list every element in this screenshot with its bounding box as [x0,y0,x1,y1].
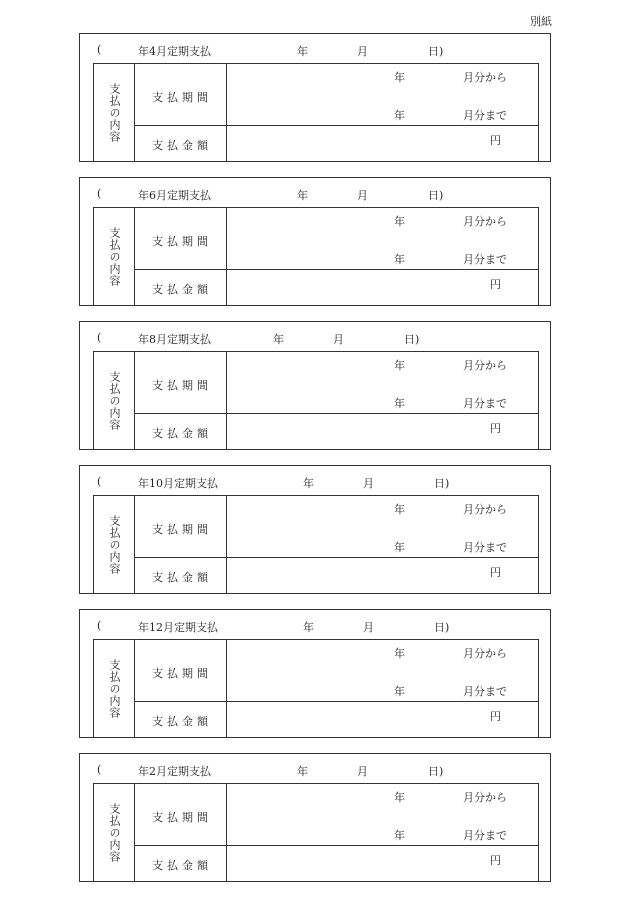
header-day: 日) [428,45,444,58]
period-label: 支払期間 [152,523,212,536]
row-divider [135,557,538,558]
payment-title: 年10月定期支払 [138,477,218,490]
to-year-field[interactable]: 年 [394,685,405,698]
payment-title: 年12月定期支払 [138,621,218,634]
payment-title: 年8月定期支払 [138,333,211,346]
header-year: 年 [297,189,308,202]
payment-block [79,753,551,882]
to-year-field[interactable]: 年 [394,541,405,554]
from-month-field[interactable]: 月分から [463,215,507,228]
detail-table [93,207,539,306]
from-year-field[interactable]: 年 [394,71,405,84]
payment-block [79,609,551,738]
to-year-field[interactable]: 年 [394,109,405,122]
block-header [80,754,550,784]
payment-title: 年6月定期支払 [138,189,211,202]
to-month-field[interactable]: 月分まで [463,253,507,266]
paren-open: ( [97,43,102,56]
to-year-field[interactable]: 年 [394,253,405,266]
header-day: 日) [434,477,450,490]
vertical-label: 支払の内容 [108,83,121,143]
header-month: 月 [357,765,368,778]
period-label: 支払期間 [152,379,212,392]
payment-title: 年2月定期支払 [138,765,211,778]
header-day: 日) [434,621,450,634]
header-month: 月 [357,45,368,58]
header-month: 月 [363,477,374,490]
paren-open: ( [97,187,102,200]
to-month-field[interactable]: 月分まで [463,541,507,554]
from-year-field[interactable]: 年 [394,791,405,804]
row-divider [135,413,538,414]
header-year: 年 [303,621,314,634]
row-divider [135,125,538,126]
row-divider [135,701,538,702]
from-month-field[interactable]: 月分から [463,647,507,660]
from-year-field[interactable]: 年 [394,647,405,660]
from-month-field[interactable]: 月分から [463,71,507,84]
amount-yen-field[interactable]: 円 [490,134,501,147]
from-year-field[interactable]: 年 [394,215,405,228]
amount-label: 支払金額 [152,427,212,440]
from-year-field[interactable]: 年 [394,503,405,516]
vertical-label: 支払の内容 [108,659,121,719]
page-label: 別紙 [530,15,552,28]
payment-block [79,177,551,306]
block-header [80,34,550,64]
amount-yen-field[interactable]: 円 [490,422,501,435]
row-divider [135,269,538,270]
amount-yen-field[interactable]: 円 [490,710,501,723]
header-year: 年 [297,45,308,58]
header-month: 月 [363,621,374,634]
vertical-label-cell [94,208,135,306]
header-day: 日) [428,189,444,202]
to-year-field[interactable]: 年 [394,829,405,842]
amount-label: 支払金額 [152,571,212,584]
from-month-field[interactable]: 月分から [463,503,507,516]
from-month-field[interactable]: 月分から [463,359,507,372]
to-month-field[interactable]: 月分まで [463,685,507,698]
block-header [80,322,550,352]
amount-label: 支払金額 [152,715,212,728]
vertical-label-cell [94,784,135,882]
amount-yen-field[interactable]: 円 [490,278,501,291]
vertical-label: 支払の内容 [108,803,121,863]
payment-title: 年4月定期支払 [138,45,211,58]
amount-yen-field[interactable]: 円 [490,854,501,867]
header-year: 年 [297,765,308,778]
amount-label: 支払金額 [152,859,212,872]
period-label: 支払期間 [152,667,212,680]
amount-yen-field[interactable]: 円 [490,566,501,579]
payment-block [79,465,551,594]
vertical-label-cell [94,496,135,594]
row-divider [135,845,538,846]
vertical-label-cell [94,64,135,162]
header-day: 日) [428,765,444,778]
vertical-label: 支払の内容 [108,515,121,575]
detail-table [93,639,539,738]
detail-table [93,351,539,450]
block-header [80,610,550,640]
vertical-label: 支払の内容 [108,227,121,287]
amount-label: 支払金額 [152,139,212,152]
to-month-field[interactable]: 月分まで [463,829,507,842]
period-label: 支払期間 [152,91,212,104]
paren-open: ( [97,763,102,776]
payment-block [79,321,551,450]
detail-table [93,63,539,162]
paren-open: ( [97,475,102,488]
detail-table [93,495,539,594]
to-month-field[interactable]: 月分まで [463,109,507,122]
from-month-field[interactable]: 月分から [463,791,507,804]
paren-open: ( [97,619,102,632]
vertical-label: 支払の内容 [108,371,121,431]
to-month-field[interactable]: 月分まで [463,397,507,410]
paren-open: ( [97,331,102,344]
header-year: 年 [303,477,314,490]
vertical-label-cell [94,352,135,450]
header-month: 月 [357,189,368,202]
vertical-label-cell [94,640,135,738]
amount-label: 支払金額 [152,283,212,296]
payment-block [79,33,551,162]
detail-table [93,783,539,882]
period-label: 支払期間 [152,811,212,824]
block-header [80,466,550,496]
block-header [80,178,550,208]
header-month: 月 [333,333,344,346]
header-day: 日) [404,333,420,346]
to-year-field[interactable]: 年 [394,397,405,410]
from-year-field[interactable]: 年 [394,359,405,372]
period-label: 支払期間 [152,235,212,248]
header-year: 年 [273,333,284,346]
